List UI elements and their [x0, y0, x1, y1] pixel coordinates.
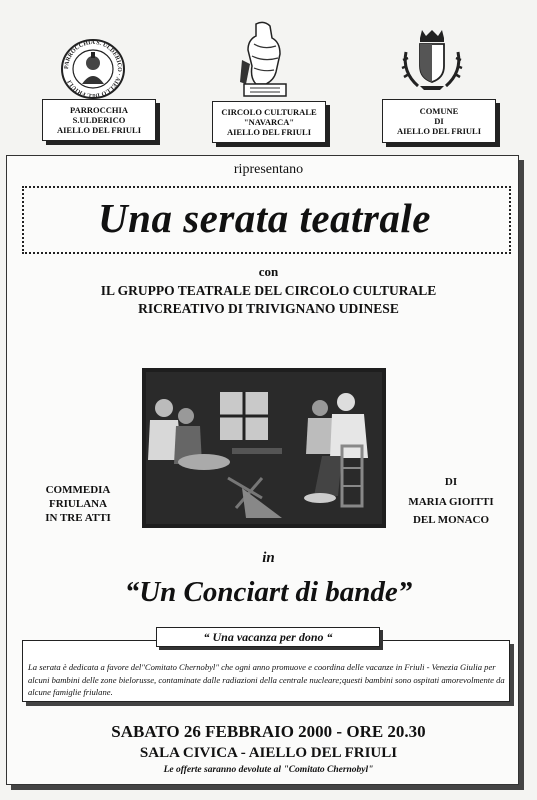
logo-line: AIELLO DEL FRIULI: [56, 125, 142, 135]
logo-line: S.ULDERICO: [72, 115, 126, 125]
logo-line: COMUNE: [419, 106, 459, 116]
group-line-1: IL GRUPPO TEATRALE DEL CIRCOLO CULTURALE: [100, 283, 437, 298]
theatre-photo: [142, 368, 386, 528]
logo-line: AIELLO DEL FRIULI: [396, 126, 482, 136]
genre-line: IN TRE ATTI: [45, 512, 111, 524]
genre-line: FRIULANA: [48, 498, 108, 510]
tagline-box: “ Una vacanza per dono “: [156, 627, 380, 647]
author-text: [396, 475, 506, 527]
logo-circolo-box: [212, 101, 326, 143]
author-line: DEL MONACO: [412, 514, 490, 526]
svg-text:PARROCCHIA S. ULDERICO · AIELL: PARROCCHIA S. ULDERICO · AIELLO DEL FRIULI: [63, 39, 123, 99]
genre-line: COMMEDIA: [45, 484, 111, 496]
logo-comune-box: [382, 99, 496, 143]
genre-text: [28, 483, 128, 525]
statue-icon: [236, 20, 292, 98]
date-line: SABATO 26 FEBBRAIO 2000 - ORE 20.30: [111, 722, 426, 741]
page-title: Una serata teatrale: [98, 195, 431, 241]
intro-text: ripresentano: [233, 162, 304, 177]
logo-line: "NAVARCA": [243, 117, 295, 127]
logo-line: AIELLO DEL FRIULI: [226, 127, 312, 137]
donation-line: Le offerte saranno devolute al "Comitato Chernobyl": [163, 765, 374, 775]
description-text: La serata è dedicata a favore del"Comitato Chernobyl" che ogni anno promuove e coordina delle vacanze in Friuli - Venezia Giulia per alcuni bambini delle zone bielorusse, contaminate dalle radiazioni della centrale nucleare;questi bambini sono ospitati amorevolmente da alcune famiglie friulane.: [28, 662, 505, 697]
play-title: “Un Conciart di bande”: [124, 576, 413, 608]
logo-line: CIRCOLO CULTURALE: [221, 107, 317, 117]
con-text: con: [258, 264, 279, 279]
parish-seal-icon: [60, 38, 126, 100]
logo-line: PARROCCHIA: [70, 105, 128, 115]
venue-line: SALA CIVICA - AIELLO DEL FRIULI: [139, 745, 398, 761]
coat-of-arms-icon: [400, 28, 464, 94]
author-line: DI: [444, 476, 458, 488]
logo-line: DI: [434, 116, 444, 126]
author-line: MARIA GIOITTI: [408, 496, 494, 508]
group-line-2: RICREATIVO DI TRIVIGNANO UDINESE: [138, 301, 399, 316]
logo-parrocchia-box: [42, 99, 156, 141]
in-text: in: [262, 550, 275, 566]
